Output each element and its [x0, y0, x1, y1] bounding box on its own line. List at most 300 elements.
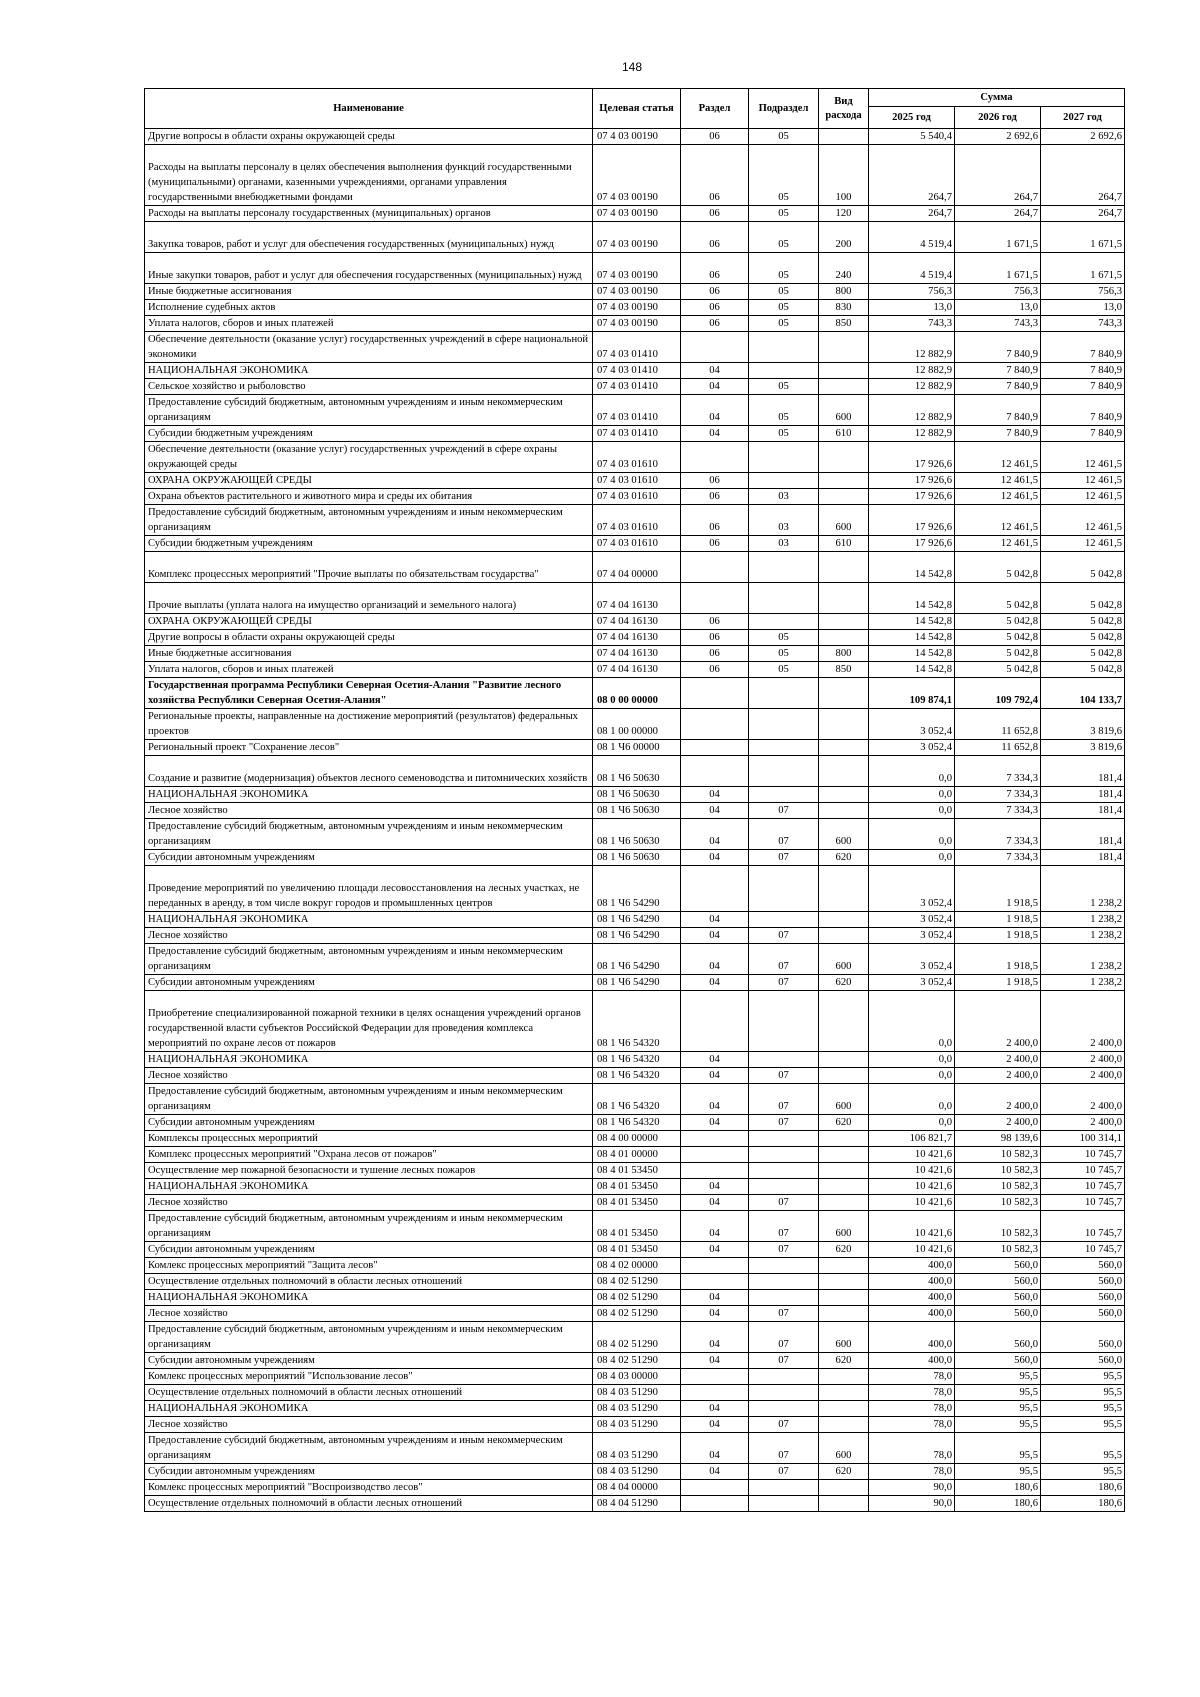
cell-target-article: 07 4 03 00190 [593, 222, 681, 253]
cell-target-article: 07 4 03 00190 [593, 300, 681, 316]
cell-section [681, 756, 749, 787]
table-row [145, 316, 1125, 332]
cell-section [681, 1480, 749, 1496]
cell-name: Обеспечение деятельности (оказание услуг) государственных учреждений в сфере национальной экономики [145, 332, 593, 363]
table-row [145, 1068, 1125, 1084]
cell-sum-2026: 11 652,8 [955, 709, 1041, 740]
cell-subsection: 05 [749, 145, 819, 206]
cell-sum-2026: 13,0 [955, 300, 1041, 316]
cell-section: 04 [681, 1433, 749, 1464]
cell-sum-2026: 1 918,5 [955, 928, 1041, 944]
cell-target-article: 08 4 02 51290 [593, 1353, 681, 1369]
cell-sum-2026: 560,0 [955, 1290, 1041, 1306]
cell-sum-2026: 12 461,5 [955, 505, 1041, 536]
cell-expense-type [819, 928, 869, 944]
cell-subsection: 07 [749, 1115, 819, 1131]
cell-sum-2026: 5 042,8 [955, 662, 1041, 678]
cell-target-article: 07 4 03 01610 [593, 489, 681, 505]
cell-section: 04 [681, 912, 749, 928]
cell-sum-2026: 560,0 [955, 1322, 1041, 1353]
cell-sum-2025: 90,0 [869, 1496, 955, 1512]
cell-subsection [749, 756, 819, 787]
cell-sum-2026: 2 692,6 [955, 129, 1041, 145]
cell-sum-2025: 78,0 [869, 1464, 955, 1480]
cell-sum-2025: 743,3 [869, 316, 955, 332]
cell-name: Исполнение судебных актов [145, 300, 593, 316]
cell-sum-2025: 14 542,8 [869, 646, 955, 662]
cell-sum-2027: 743,3 [1041, 316, 1125, 332]
table-row [145, 1242, 1125, 1258]
cell-target-article: 08 4 00 00000 [593, 1131, 681, 1147]
cell-target-article: 07 4 04 00000 [593, 552, 681, 583]
cell-sum-2027: 2 400,0 [1041, 1084, 1125, 1115]
table-row [145, 646, 1125, 662]
cell-subsection [749, 1147, 819, 1163]
cell-sum-2027: 560,0 [1041, 1258, 1125, 1274]
cell-section [681, 1369, 749, 1385]
cell-expense-type: 620 [819, 850, 869, 866]
cell-expense-type: 600 [819, 944, 869, 975]
cell-expense-type [819, 740, 869, 756]
cell-section: 04 [681, 787, 749, 803]
cell-subsection: 07 [749, 1306, 819, 1322]
cell-sum-2025: 12 882,9 [869, 426, 955, 442]
cell-section: 04 [681, 1290, 749, 1306]
cell-sum-2026: 743,3 [955, 316, 1041, 332]
table-row [145, 740, 1125, 756]
cell-sum-2025: 17 926,6 [869, 442, 955, 473]
cell-section: 06 [681, 253, 749, 284]
cell-target-article: 07 4 04 16130 [593, 630, 681, 646]
cell-name: Субсидии бюджетным учреждениям [145, 426, 593, 442]
cell-sum-2026: 5 042,8 [955, 552, 1041, 583]
cell-section: 06 [681, 505, 749, 536]
cell-name: Региональный проект "Сохранение лесов" [145, 740, 593, 756]
cell-subsection: 07 [749, 1322, 819, 1353]
cell-target-article: 08 1 Ч6 50630 [593, 850, 681, 866]
cell-sum-2027: 2 400,0 [1041, 1052, 1125, 1068]
cell-expense-type [819, 787, 869, 803]
cell-sum-2026: 10 582,3 [955, 1163, 1041, 1179]
table-row [145, 1385, 1125, 1401]
cell-sum-2025: 4 519,4 [869, 222, 955, 253]
cell-sum-2026: 109 792,4 [955, 678, 1041, 709]
cell-section [681, 709, 749, 740]
cell-sum-2027: 12 461,5 [1041, 505, 1125, 536]
cell-expense-type [819, 709, 869, 740]
cell-expense-type [819, 1052, 869, 1068]
cell-expense-type [819, 803, 869, 819]
cell-target-article: 07 4 03 01410 [593, 363, 681, 379]
cell-sum-2027: 756,3 [1041, 284, 1125, 300]
cell-sum-2026: 7 840,9 [955, 332, 1041, 363]
cell-subsection: 03 [749, 505, 819, 536]
cell-sum-2025: 0,0 [869, 1115, 955, 1131]
cell-expense-type [819, 630, 869, 646]
cell-section: 06 [681, 646, 749, 662]
cell-name: Лесное хозяйство [145, 803, 593, 819]
cell-target-article: 08 1 Ч6 50630 [593, 803, 681, 819]
cell-sum-2027: 10 745,7 [1041, 1242, 1125, 1258]
cell-sum-2025: 0,0 [869, 819, 955, 850]
cell-target-article: 08 4 03 51290 [593, 1401, 681, 1417]
cell-sum-2026: 12 461,5 [955, 442, 1041, 473]
table-row [145, 709, 1125, 740]
cell-name: Расходы на выплаты персоналу в целях обеспечения выполнения функций государственными (муниципальными) органами, казенными учреждениями, органами управления государственными внебюджетными фондами [145, 145, 593, 206]
header-name: Наименование [145, 89, 593, 129]
cell-expense-type [819, 1401, 869, 1417]
cell-name: Региональные проекты, направленные на достижение мероприятий (результатов) федеральных проектов [145, 709, 593, 740]
cell-subsection: 05 [749, 222, 819, 253]
cell-sum-2026: 180,6 [955, 1496, 1041, 1512]
cell-expense-type: 800 [819, 646, 869, 662]
table-row [145, 1163, 1125, 1179]
table-row [145, 1211, 1125, 1242]
cell-sum-2027: 181,4 [1041, 756, 1125, 787]
cell-sum-2026: 10 582,3 [955, 1211, 1041, 1242]
table-row [145, 1115, 1125, 1131]
cell-sum-2027: 2 400,0 [1041, 1068, 1125, 1084]
cell-section: 06 [681, 145, 749, 206]
cell-sum-2027: 2 692,6 [1041, 129, 1125, 145]
cell-name: Лесное хозяйство [145, 1417, 593, 1433]
cell-sum-2025: 10 421,6 [869, 1147, 955, 1163]
cell-expense-type [819, 1274, 869, 1290]
cell-name: Лесное хозяйство [145, 928, 593, 944]
cell-sum-2026: 10 582,3 [955, 1179, 1041, 1195]
cell-target-article: 08 4 01 53450 [593, 1179, 681, 1195]
cell-subsection [749, 912, 819, 928]
cell-name: Предоставление субсидий бюджетным, автономным учреждениям и иным некоммерческим организациям [145, 819, 593, 850]
cell-sum-2025: 0,0 [869, 1052, 955, 1068]
cell-subsection: 05 [749, 630, 819, 646]
cell-expense-type: 600 [819, 1211, 869, 1242]
cell-target-article: 07 4 03 01610 [593, 505, 681, 536]
cell-section: 04 [681, 1084, 749, 1115]
table-row [145, 912, 1125, 928]
cell-name: Предоставление субсидий бюджетным, автономным учреждениям и иным некоммерческим организациям [145, 1084, 593, 1115]
table-row [145, 395, 1125, 426]
cell-sum-2026: 7 840,9 [955, 395, 1041, 426]
cell-sum-2026: 560,0 [955, 1306, 1041, 1322]
cell-target-article: 08 1 Ч6 54320 [593, 1068, 681, 1084]
table-row [145, 473, 1125, 489]
cell-sum-2027: 1 238,2 [1041, 944, 1125, 975]
cell-name: Закупка товаров, работ и услуг для обеспечения государственных (муниципальных) нужд [145, 222, 593, 253]
cell-subsection: 05 [749, 379, 819, 395]
cell-name: НАЦИОНАЛЬНАЯ ЭКОНОМИКА [145, 1401, 593, 1417]
header-target-article: Целевая статья [593, 89, 681, 129]
cell-subsection: 07 [749, 928, 819, 944]
cell-subsection: 07 [749, 1417, 819, 1433]
cell-sum-2027: 5 042,8 [1041, 662, 1125, 678]
cell-name: Субсидии бюджетным учреждениям [145, 536, 593, 552]
cell-sum-2025: 14 542,8 [869, 552, 955, 583]
cell-name: Уплата налогов, сборов и иных платежей [145, 316, 593, 332]
cell-subsection [749, 363, 819, 379]
cell-sum-2026: 95,5 [955, 1433, 1041, 1464]
table-row [145, 379, 1125, 395]
cell-sum-2025: 78,0 [869, 1369, 955, 1385]
cell-sum-2025: 4 519,4 [869, 253, 955, 284]
table-row [145, 145, 1125, 206]
cell-subsection [749, 1163, 819, 1179]
table-row [145, 363, 1125, 379]
cell-sum-2027: 2 400,0 [1041, 1115, 1125, 1131]
cell-sum-2027: 7 840,9 [1041, 363, 1125, 379]
table-row [145, 991, 1125, 1052]
table-row [145, 662, 1125, 678]
cell-expense-type [819, 1147, 869, 1163]
cell-sum-2027: 5 042,8 [1041, 630, 1125, 646]
cell-section [681, 991, 749, 1052]
cell-expense-type: 600 [819, 1084, 869, 1115]
cell-expense-type [819, 1417, 869, 1433]
cell-sum-2027: 3 819,6 [1041, 740, 1125, 756]
cell-target-article: 08 1 Ч6 54320 [593, 1084, 681, 1115]
cell-target-article: 08 4 02 51290 [593, 1274, 681, 1290]
cell-name: Охрана объектов растительного и животного мира и среды их обитания [145, 489, 593, 505]
cell-sum-2026: 1 918,5 [955, 912, 1041, 928]
cell-name: Предоставление субсидий бюджетным, автономным учреждениям и иным некоммерческим организациям [145, 1322, 593, 1353]
cell-name: Государственная программа Республики Северная Осетия-Алания "Развитие лесного хозяйства Республики Северная Осетия-Алания" [145, 678, 593, 709]
cell-expense-type [819, 583, 869, 614]
cell-name: Субсидии автономным учреждениям [145, 1115, 593, 1131]
cell-section: 04 [681, 944, 749, 975]
cell-name: Комлекс процессных мероприятий "Воспроизводство лесов" [145, 1480, 593, 1496]
cell-name: НАЦИОНАЛЬНАЯ ЭКОНОМИКА [145, 1290, 593, 1306]
cell-subsection: 05 [749, 284, 819, 300]
cell-sum-2027: 181,4 [1041, 787, 1125, 803]
cell-sum-2025: 400,0 [869, 1290, 955, 1306]
cell-sum-2027: 5 042,8 [1041, 646, 1125, 662]
cell-name: Обеспечение деятельности (оказание услуг) государственных учреждений в сфере охраны окружающей среды [145, 442, 593, 473]
cell-sum-2026: 12 461,5 [955, 473, 1041, 489]
cell-sum-2026: 1 918,5 [955, 975, 1041, 991]
cell-sum-2027: 560,0 [1041, 1274, 1125, 1290]
cell-subsection [749, 1179, 819, 1195]
cell-name: Осуществление отдельных полномочий в области лесных отношений [145, 1385, 593, 1401]
cell-sum-2025: 400,0 [869, 1322, 955, 1353]
cell-subsection: 07 [749, 850, 819, 866]
cell-sum-2025: 109 874,1 [869, 678, 955, 709]
cell-sum-2026: 180,6 [955, 1480, 1041, 1496]
cell-expense-type: 850 [819, 662, 869, 678]
cell-name: Иные бюджетные ассигнования [145, 284, 593, 300]
cell-section: 04 [681, 1115, 749, 1131]
cell-sum-2027: 560,0 [1041, 1306, 1125, 1322]
cell-target-article: 08 1 Ч6 54290 [593, 912, 681, 928]
cell-sum-2026: 10 582,3 [955, 1147, 1041, 1163]
cell-expense-type: 800 [819, 284, 869, 300]
cell-name: Осуществление мер пожарной безопасности и тушение лесных пожаров [145, 1163, 593, 1179]
cell-sum-2025: 264,7 [869, 206, 955, 222]
cell-subsection: 05 [749, 395, 819, 426]
cell-subsection: 07 [749, 803, 819, 819]
cell-sum-2027: 95,5 [1041, 1433, 1125, 1464]
cell-sum-2027: 95,5 [1041, 1369, 1125, 1385]
cell-target-article: 08 1 00 00000 [593, 709, 681, 740]
cell-sum-2025: 10 421,6 [869, 1179, 955, 1195]
cell-subsection [749, 1401, 819, 1417]
header-year-2027: 2027 год [1041, 107, 1125, 129]
table-row [145, 442, 1125, 473]
table-row [145, 1084, 1125, 1115]
cell-sum-2025: 12 882,9 [869, 332, 955, 363]
cell-name: Иные закупки товаров, работ и услуг для обеспечения государственных (муниципальных) нужд [145, 253, 593, 284]
header-sum: Сумма [869, 89, 1125, 107]
cell-sum-2026: 95,5 [955, 1385, 1041, 1401]
cell-name: Субсидии автономным учреждениям [145, 1353, 593, 1369]
cell-subsection: 07 [749, 1211, 819, 1242]
cell-sum-2027: 12 461,5 [1041, 473, 1125, 489]
cell-sum-2026: 10 582,3 [955, 1242, 1041, 1258]
cell-section [681, 552, 749, 583]
cell-name: Сельское хозяйство и рыболовство [145, 379, 593, 395]
table-row [145, 284, 1125, 300]
cell-target-article: 08 1 Ч6 00000 [593, 740, 681, 756]
table-body [145, 129, 1125, 1512]
cell-sum-2027: 1 238,2 [1041, 912, 1125, 928]
cell-sum-2025: 17 926,6 [869, 536, 955, 552]
cell-expense-type [819, 912, 869, 928]
header-subsection: Подраздел [749, 89, 819, 129]
cell-name: Предоставление субсидий бюджетным, автономным учреждениям и иным некоммерческим организациям [145, 944, 593, 975]
cell-subsection [749, 442, 819, 473]
cell-sum-2027: 5 042,8 [1041, 583, 1125, 614]
cell-name: Предоставление субсидий бюджетным, автономным учреждениям и иным некоммерческим организациям [145, 1433, 593, 1464]
cell-sum-2026: 5 042,8 [955, 630, 1041, 646]
cell-sum-2025: 17 926,6 [869, 489, 955, 505]
cell-sum-2026: 2 400,0 [955, 1068, 1041, 1084]
table-row [145, 1401, 1125, 1417]
cell-target-article: 07 4 03 00190 [593, 316, 681, 332]
cell-sum-2025: 3 052,4 [869, 912, 955, 928]
cell-name: Субсидии автономным учреждениям [145, 1242, 593, 1258]
cell-expense-type: 200 [819, 222, 869, 253]
cell-sum-2027: 95,5 [1041, 1464, 1125, 1480]
cell-subsection: 03 [749, 489, 819, 505]
cell-target-article: 07 4 04 16130 [593, 583, 681, 614]
cell-sum-2025: 3 052,4 [869, 975, 955, 991]
cell-target-article: 08 4 01 53450 [593, 1211, 681, 1242]
cell-sum-2025: 12 882,9 [869, 363, 955, 379]
cell-expense-type: 620 [819, 1353, 869, 1369]
cell-expense-type: 600 [819, 505, 869, 536]
cell-expense-type: 620 [819, 1464, 869, 1480]
table-row [145, 332, 1125, 363]
cell-sum-2027: 1 671,5 [1041, 253, 1125, 284]
cell-subsection: 05 [749, 129, 819, 145]
cell-section: 06 [681, 662, 749, 678]
cell-subsection [749, 991, 819, 1052]
cell-target-article: 07 4 03 00190 [593, 206, 681, 222]
cell-section: 06 [681, 489, 749, 505]
cell-subsection [749, 1052, 819, 1068]
cell-target-article: 07 4 03 00190 [593, 253, 681, 284]
cell-sum-2025: 264,7 [869, 145, 955, 206]
cell-target-article: 08 4 01 53450 [593, 1242, 681, 1258]
cell-subsection: 07 [749, 944, 819, 975]
table-row [145, 253, 1125, 284]
table-row [145, 1290, 1125, 1306]
cell-section: 04 [681, 1195, 749, 1211]
cell-section: 06 [681, 206, 749, 222]
cell-name: Иные бюджетные ассигнования [145, 646, 593, 662]
table-row [145, 1179, 1125, 1195]
cell-name: Комплекс процессных мероприятий "Охрана лесов от пожаров" [145, 1147, 593, 1163]
cell-name: Субсидии автономным учреждениям [145, 850, 593, 866]
cell-section: 04 [681, 975, 749, 991]
cell-sum-2027: 3 819,6 [1041, 709, 1125, 740]
cell-sum-2027: 264,7 [1041, 206, 1125, 222]
cell-expense-type: 620 [819, 975, 869, 991]
cell-target-article: 07 4 04 16130 [593, 646, 681, 662]
cell-target-article: 08 4 04 51290 [593, 1496, 681, 1512]
cell-sum-2027: 5 042,8 [1041, 614, 1125, 630]
cell-name: Комплексы процессных мероприятий [145, 1131, 593, 1147]
cell-name: Проведение мероприятий по увеличению площади лесовосстановления на лесных участках, не переданных в аренду, в том числе вокруг городов и промышленных центров [145, 866, 593, 912]
cell-name: Расходы на выплаты персоналу государственных (муниципальных) органов [145, 206, 593, 222]
cell-sum-2027: 180,6 [1041, 1480, 1125, 1496]
cell-section: 06 [681, 614, 749, 630]
cell-sum-2026: 7 840,9 [955, 426, 1041, 442]
cell-section: 04 [681, 1401, 749, 1417]
cell-sum-2025: 0,0 [869, 1068, 955, 1084]
cell-sum-2026: 1 671,5 [955, 222, 1041, 253]
cell-sum-2027: 560,0 [1041, 1353, 1125, 1369]
cell-target-article: 08 1 Ч6 50630 [593, 819, 681, 850]
cell-sum-2025: 106 821,7 [869, 1131, 955, 1147]
cell-name: Субсидии автономным учреждениям [145, 975, 593, 991]
cell-expense-type [819, 379, 869, 395]
cell-expense-type [819, 1258, 869, 1274]
cell-sum-2025: 400,0 [869, 1274, 955, 1290]
cell-section: 04 [681, 1306, 749, 1322]
cell-sum-2025: 3 052,4 [869, 944, 955, 975]
cell-expense-type [819, 129, 869, 145]
cell-sum-2027: 10 745,7 [1041, 1147, 1125, 1163]
cell-sum-2027: 12 461,5 [1041, 442, 1125, 473]
cell-sum-2026: 95,5 [955, 1464, 1041, 1480]
cell-section: 04 [681, 1211, 749, 1242]
cell-target-article: 08 4 04 00000 [593, 1480, 681, 1496]
cell-name: Приобретение специализированной пожарной техники в целях оснащения учреждений органов государственной власти субъектов Российской Федерации для проведения комплекса мероприятий по охране лесов от пожаров [145, 991, 593, 1052]
cell-target-article: 07 4 04 16130 [593, 662, 681, 678]
cell-subsection: 03 [749, 536, 819, 552]
table-row [145, 1433, 1125, 1464]
cell-sum-2025: 0,0 [869, 803, 955, 819]
cell-expense-type: 620 [819, 1115, 869, 1131]
cell-target-article: 08 1 Ч6 54290 [593, 975, 681, 991]
cell-sum-2027: 180,6 [1041, 1496, 1125, 1512]
cell-subsection: 07 [749, 1433, 819, 1464]
cell-expense-type [819, 473, 869, 489]
table-row [145, 787, 1125, 803]
cell-section [681, 1274, 749, 1290]
cell-target-article: 08 1 Ч6 50630 [593, 787, 681, 803]
cell-sum-2026: 2 400,0 [955, 1084, 1041, 1115]
table-row [145, 206, 1125, 222]
cell-sum-2025: 0,0 [869, 756, 955, 787]
cell-expense-type [819, 991, 869, 1052]
cell-target-article: 08 1 Ч6 54290 [593, 928, 681, 944]
cell-subsection: 05 [749, 426, 819, 442]
cell-sum-2027: 181,4 [1041, 819, 1125, 850]
cell-name: Уплата налогов, сборов и иных платежей [145, 662, 593, 678]
cell-expense-type [819, 1131, 869, 1147]
cell-target-article: 07 4 03 00190 [593, 129, 681, 145]
